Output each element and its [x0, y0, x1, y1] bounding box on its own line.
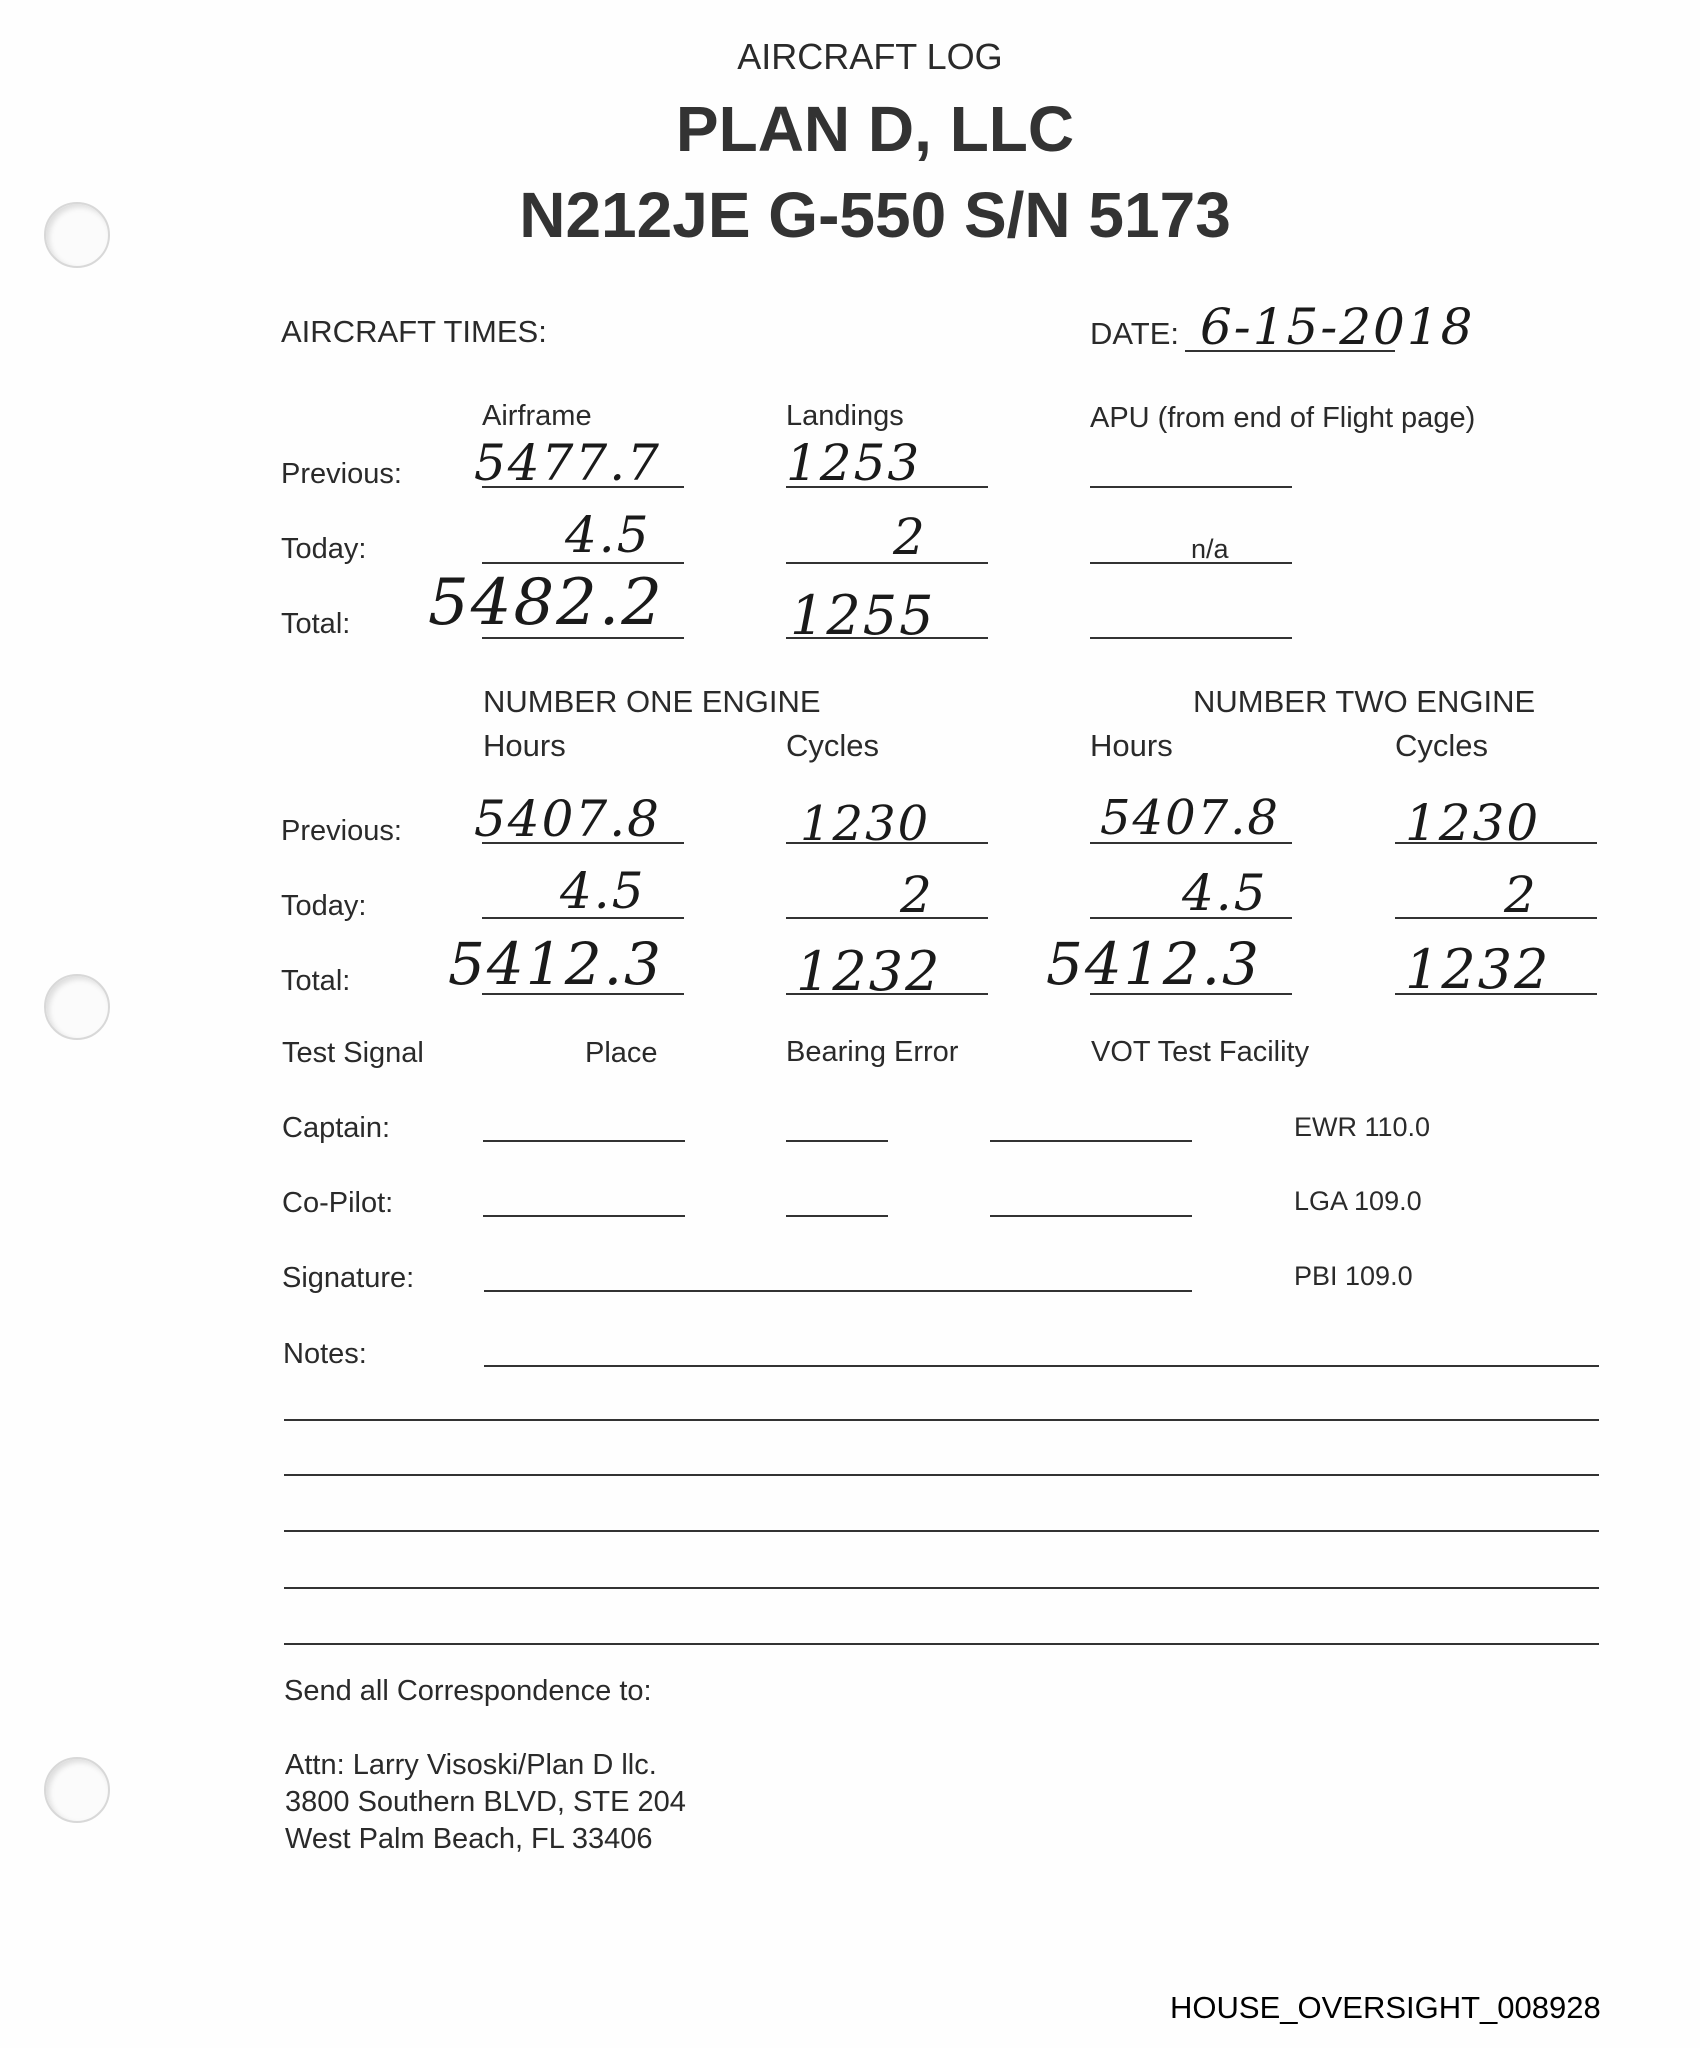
engine-one-title: NUMBER ONE ENGINE: [483, 684, 821, 719]
e2-cycles-today-line: [1395, 917, 1597, 919]
landings-today-value: 2: [893, 508, 927, 566]
copilot-place-line: [483, 1215, 685, 1217]
landings-total-value: 1255: [790, 584, 936, 647]
notes-line-4: [284, 1530, 1599, 1532]
company-title: PLAN D, LLC: [675, 93, 1075, 165]
e2-cycles-today-value: 2: [1504, 866, 1538, 924]
e1-cycles-previous-value: 1230: [800, 796, 931, 852]
col-apu: APU (from end of Flight page): [1090, 402, 1476, 434]
row-previous-label: Previous:: [281, 458, 402, 490]
landings-today-line: [786, 562, 988, 564]
place-header: Place: [585, 1037, 658, 1069]
e1-hours-today-value: 4.5: [560, 862, 646, 920]
date-label: DATE:: [1090, 316, 1179, 351]
engine-today-label: Today:: [281, 890, 367, 922]
notes-line-1: [484, 1365, 1599, 1367]
correspondence-label: Send all Correspondence to:: [284, 1675, 652, 1707]
airframe-previous-value: 5477.7: [474, 434, 661, 492]
notes-line-2: [284, 1419, 1599, 1421]
engine-previous-label: Previous:: [281, 815, 402, 847]
row-total-label: Total:: [281, 608, 351, 640]
engine-two-cycles-label: Cycles: [1395, 728, 1489, 763]
correspondence-address1: 3800 Southern BLVD, STE 204: [285, 1786, 686, 1818]
bates-number: HOUSE_OVERSIGHT_008928: [1170, 1990, 1601, 2025]
aircraft-times-label: AIRCRAFT TIMES:: [281, 314, 547, 349]
e1-cycles-today-line: [786, 917, 988, 919]
apu-total-line: [1090, 637, 1292, 639]
captain-label: Captain:: [282, 1112, 391, 1144]
copilot-label: Co-Pilot:: [282, 1187, 394, 1219]
binder-hole-middle: [44, 974, 110, 1040]
facility-ewr: EWR 110.0: [1294, 1112, 1431, 1142]
notes-line-5: [284, 1587, 1599, 1589]
engine-two-title: NUMBER TWO ENGINE: [1193, 684, 1536, 719]
bearing-error-header: Bearing Error: [786, 1036, 959, 1068]
engine-one-hours-label: Hours: [483, 728, 566, 763]
col-airframe: Airframe: [482, 400, 592, 432]
notes-label: Notes:: [283, 1338, 367, 1370]
signature-label: Signature:: [282, 1262, 415, 1294]
e1-cycles-total-value: 1232: [796, 940, 942, 1003]
aircraft-title: N212JE G-550 S/N 5173: [519, 179, 1231, 251]
correspondence-address2: West Palm Beach, FL 33406: [285, 1823, 653, 1855]
airframe-today-value: 4.5: [565, 506, 651, 564]
captain-extra-line: [990, 1140, 1192, 1142]
apu-previous-line: [1090, 486, 1292, 488]
captain-place-line: [483, 1140, 685, 1142]
landings-previous-value: 1253: [786, 434, 922, 492]
engine-total-label: Total:: [281, 965, 351, 997]
airframe-total-value: 5482.2: [428, 566, 664, 640]
engine-two-hours-label: Hours: [1090, 728, 1173, 763]
date-value: 6-15-2018: [1200, 298, 1475, 356]
e1-hours-total-value: 5412.3: [448, 930, 663, 998]
test-signal-header: Test Signal: [282, 1037, 424, 1069]
notes-line-3: [284, 1474, 1599, 1476]
vot-facility-header: VOT Test Facility: [1091, 1036, 1310, 1068]
notes-line-6: [284, 1643, 1599, 1645]
signature-line: [484, 1290, 1192, 1292]
e2-hours-total-value: 5412.3: [1046, 930, 1261, 998]
e2-hours-previous-value: 5407.8: [1100, 790, 1280, 846]
e1-cycles-today-value: 2: [900, 866, 934, 924]
engine-one-cycles-label: Cycles: [786, 728, 880, 763]
binder-hole-bottom: [44, 1757, 110, 1823]
doc-type-title: AIRCRAFT LOG: [737, 36, 1003, 77]
captain-bearing-line: [786, 1140, 888, 1142]
copilot-extra-line: [990, 1215, 1192, 1217]
e1-hours-previous-value: 5407.8: [474, 790, 661, 848]
apu-today-value: n/a: [1191, 534, 1229, 564]
e2-hours-today-value: 4.5: [1182, 864, 1268, 922]
e2-cycles-previous-value: 1230: [1405, 794, 1541, 852]
correspondence-attn: Attn: Larry Visoski/Plan D llc.: [285, 1749, 657, 1781]
col-landings: Landings: [786, 400, 904, 432]
row-today-label: Today:: [281, 533, 367, 565]
e2-cycles-total-value: 1232: [1405, 938, 1551, 1001]
facility-lga: LGA 109.0: [1294, 1186, 1422, 1216]
copilot-bearing-line: [786, 1215, 888, 1217]
facility-pbi: PBI 109.0: [1294, 1261, 1413, 1291]
